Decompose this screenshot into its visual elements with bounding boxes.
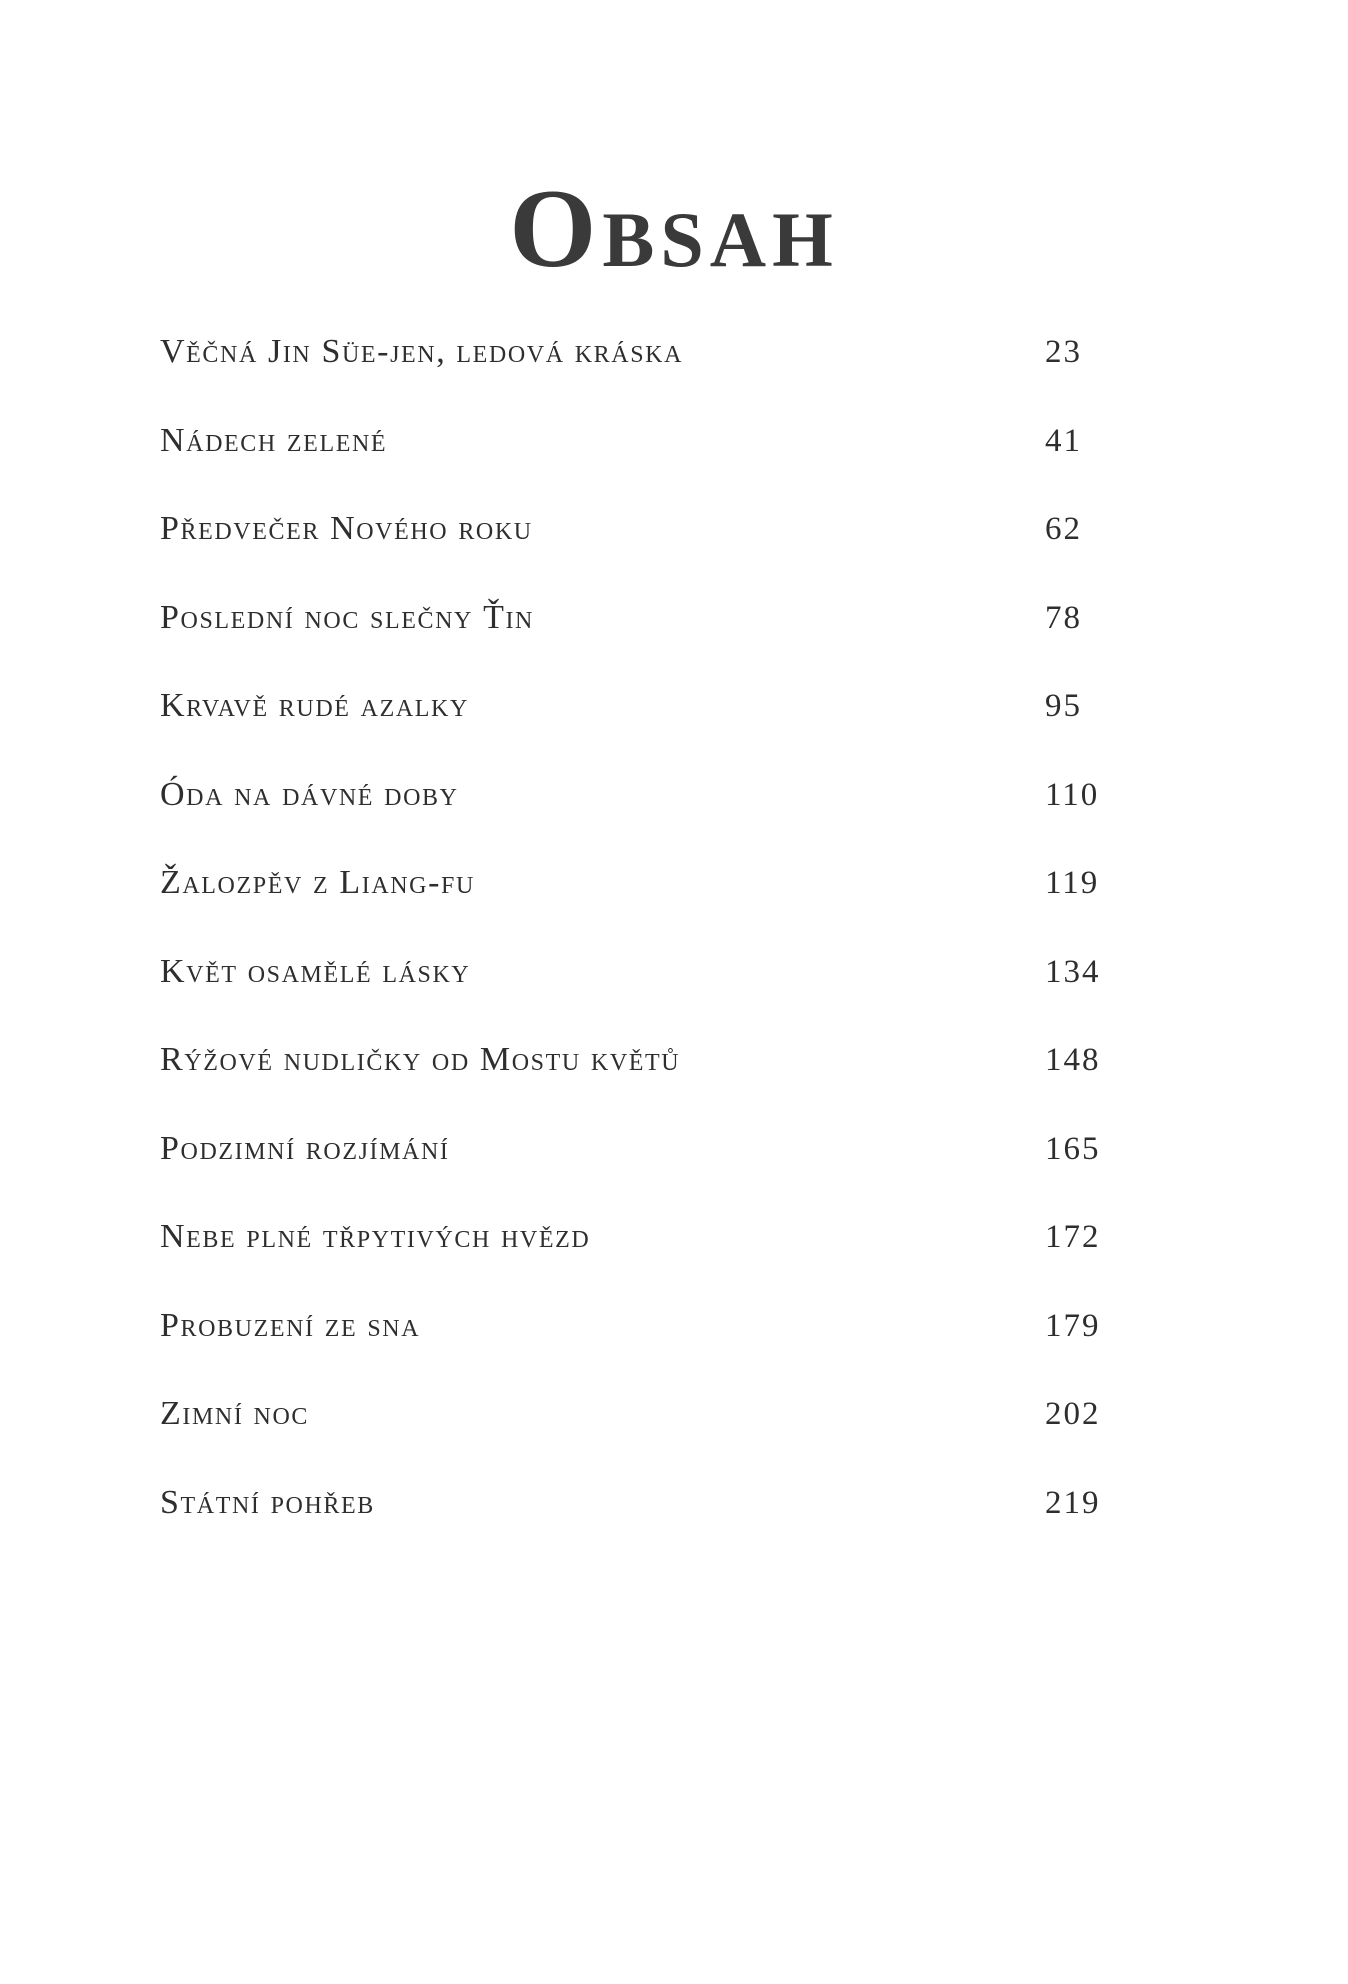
toc-entry-title: Rýžové nudličky od Mostu květů bbox=[160, 1041, 681, 1078]
toc-entry-title: Nádech zelené bbox=[160, 421, 388, 459]
toc-entry[interactable] bbox=[160, 1392, 1105, 1481]
toc-entry[interactable] bbox=[160, 1127, 1105, 1216]
toc-entry[interactable] bbox=[160, 684, 1105, 773]
toc-entry-title: Óda na dávné doby bbox=[160, 775, 459, 813]
toc-entry-title: Zimní noc bbox=[160, 1395, 309, 1432]
toc-entry-title: Krvavě rudé azalky bbox=[160, 687, 469, 724]
toc-entry-page: 110 bbox=[1045, 776, 1100, 813]
toc-entry-title: Probuzení ze sna bbox=[160, 1306, 421, 1344]
toc-entry-page: 134 bbox=[1045, 953, 1101, 990]
toc-entry-page: 41 bbox=[1045, 422, 1082, 459]
toc-entry[interactable] bbox=[160, 861, 1105, 950]
toc-entry[interactable] bbox=[160, 1481, 1105, 1570]
toc-entry-page: 165 bbox=[1045, 1130, 1101, 1167]
toc-entry-page: 172 bbox=[1045, 1219, 1101, 1255]
toc-entry[interactable] bbox=[160, 1038, 1105, 1127]
toc-entry-title: Věčná Jin Süe-jen, ledová kráska bbox=[160, 333, 684, 370]
toc-entry-page: 78 bbox=[1045, 599, 1082, 636]
toc-entry-page: 202 bbox=[1045, 1396, 1101, 1432]
toc-entry-page: 119 bbox=[1045, 865, 1100, 901]
toc-entry[interactable] bbox=[160, 1215, 1105, 1304]
toc-entry-page: 148 bbox=[1045, 1042, 1101, 1078]
toc-entry-title: Žalozpěv z Liang-fu bbox=[160, 864, 475, 901]
toc-entry-page: 95 bbox=[1045, 688, 1082, 724]
toc-entry-title: Podzimní rozjímání bbox=[160, 1129, 450, 1167]
toc-entry[interactable] bbox=[160, 596, 1105, 685]
toc-entry[interactable] bbox=[160, 1304, 1105, 1393]
page-title: Obsah bbox=[509, 167, 839, 292]
toc-entry-title: Předvečer Nového roku bbox=[160, 510, 533, 547]
toc-entry-title: Státní pohřeb bbox=[160, 1483, 375, 1521]
toc-entry-title: Květ osamělé lásky bbox=[160, 952, 471, 990]
toc-entry-page: 179 bbox=[1045, 1307, 1101, 1344]
toc-entry-title: Poslední noc slečny Ťin bbox=[160, 598, 534, 636]
toc-entry[interactable] bbox=[160, 330, 1105, 419]
toc-entry[interactable] bbox=[160, 507, 1105, 596]
toc-entry[interactable] bbox=[160, 950, 1105, 1039]
toc-entry-title: Nebe plné třpytivých hvězd bbox=[160, 1218, 591, 1255]
toc-entry-page: 219 bbox=[1045, 1484, 1101, 1521]
toc-entry-page: 62 bbox=[1045, 511, 1082, 547]
toc-entry[interactable] bbox=[160, 419, 1105, 508]
table-of-contents bbox=[160, 330, 1105, 1569]
toc-entry[interactable] bbox=[160, 773, 1105, 862]
toc-entry-page: 23 bbox=[1045, 334, 1082, 370]
